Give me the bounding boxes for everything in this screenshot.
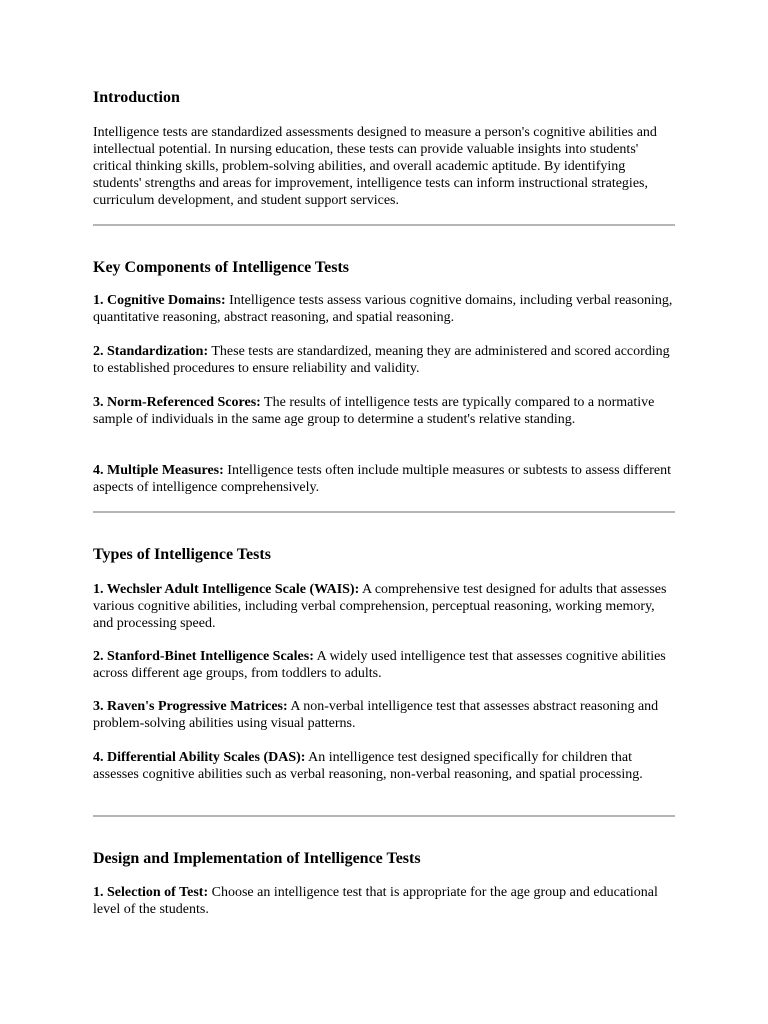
section-divider [93,511,675,513]
test-type-label: 3. Raven's Progressive Matrices: [93,699,288,714]
test-type-label: 1. Wechsler Adult Intelligence Scale (WAIS): [93,582,360,597]
section-divider [93,815,675,817]
types-heading: Types of Intelligence Tests [93,546,271,563]
test-type-item [93,749,675,783]
test-type-text: A non-verbal intelligence test that assesses abstract reasoning and problem-solving abilities using visual patterns. [93,699,659,731]
design-label: 1. Selection of Test: [93,885,209,900]
key-component-text: Intelligence tests assess various cognitive domains, including verbal reasoning, quantitative reasoning, abstract reasoning, and spatial reasoning. [93,293,673,325]
test-type-text: A comprehensive test designed for adults that assesses various cognitive abilities, including verbal comprehension, perceptual reasoning, working memory, and processing speed. [93,582,667,631]
key-component-text: Intelligence tests often include multiple measures or subtests to assess different aspects of intelligence comprehensively. [93,463,672,495]
design-item [93,884,675,918]
test-type-item [93,698,675,732]
key-component-text: These tests are standardized, meaning they are administered and scored according to established procedures to ensure reliability and validity. [93,344,670,376]
key-component-item [93,292,675,326]
key-components-heading: Key Components of Intelligence Tests [93,259,349,276]
test-type-text: A widely used intelligence test that assesses cognitive abilities across different age groups, from toddlers to adults. [93,649,666,681]
design-heading: Design and Implementation of Intelligence Tests [93,850,421,867]
key-component-text: The results of intelligence tests are typically compared to a normative sample of individuals in the same age group to determine a student's relative standing. [93,395,655,427]
test-type-text: An intelligence test designed specifically for children that assesses cognitive abilities such as verbal reasoning, non-verbal reasoning, and spatial processing. [93,750,643,782]
introduction-body: Intelligence tests are standardized assessments designed to measure a person's cognitive abilities and intellectual potential. In nursing education, these tests can provide valuable insights into students' critical thinking skills, problem-solving abilities, and overall academic aptitude. By identifying students' strengths and areas for improvement, intelligence tests can inform instructional strategies, curriculum development, and student support services. [93,125,657,208]
key-component-label: 4. Multiple Measures: [93,463,224,478]
key-component-item [93,462,675,496]
section-divider [93,224,675,226]
test-type-item [93,648,675,682]
test-type-item [93,581,675,632]
key-component-item [93,343,675,377]
introduction-heading: Introduction [93,89,180,106]
test-type-label: 2. Stanford-Binet Intelligence Scales: [93,649,314,664]
design-text: Choose an intelligence test that is appropriate for the age group and educational level of the students. [93,885,658,917]
key-component-label: 3. Norm-Referenced Scores: [93,395,261,410]
key-component-label: 1. Cognitive Domains: [93,293,226,308]
key-component-item [93,394,675,428]
key-component-label: 2. Standardization: [93,344,209,359]
test-type-label: 4. Differential Ability Scales (DAS): [93,750,306,765]
